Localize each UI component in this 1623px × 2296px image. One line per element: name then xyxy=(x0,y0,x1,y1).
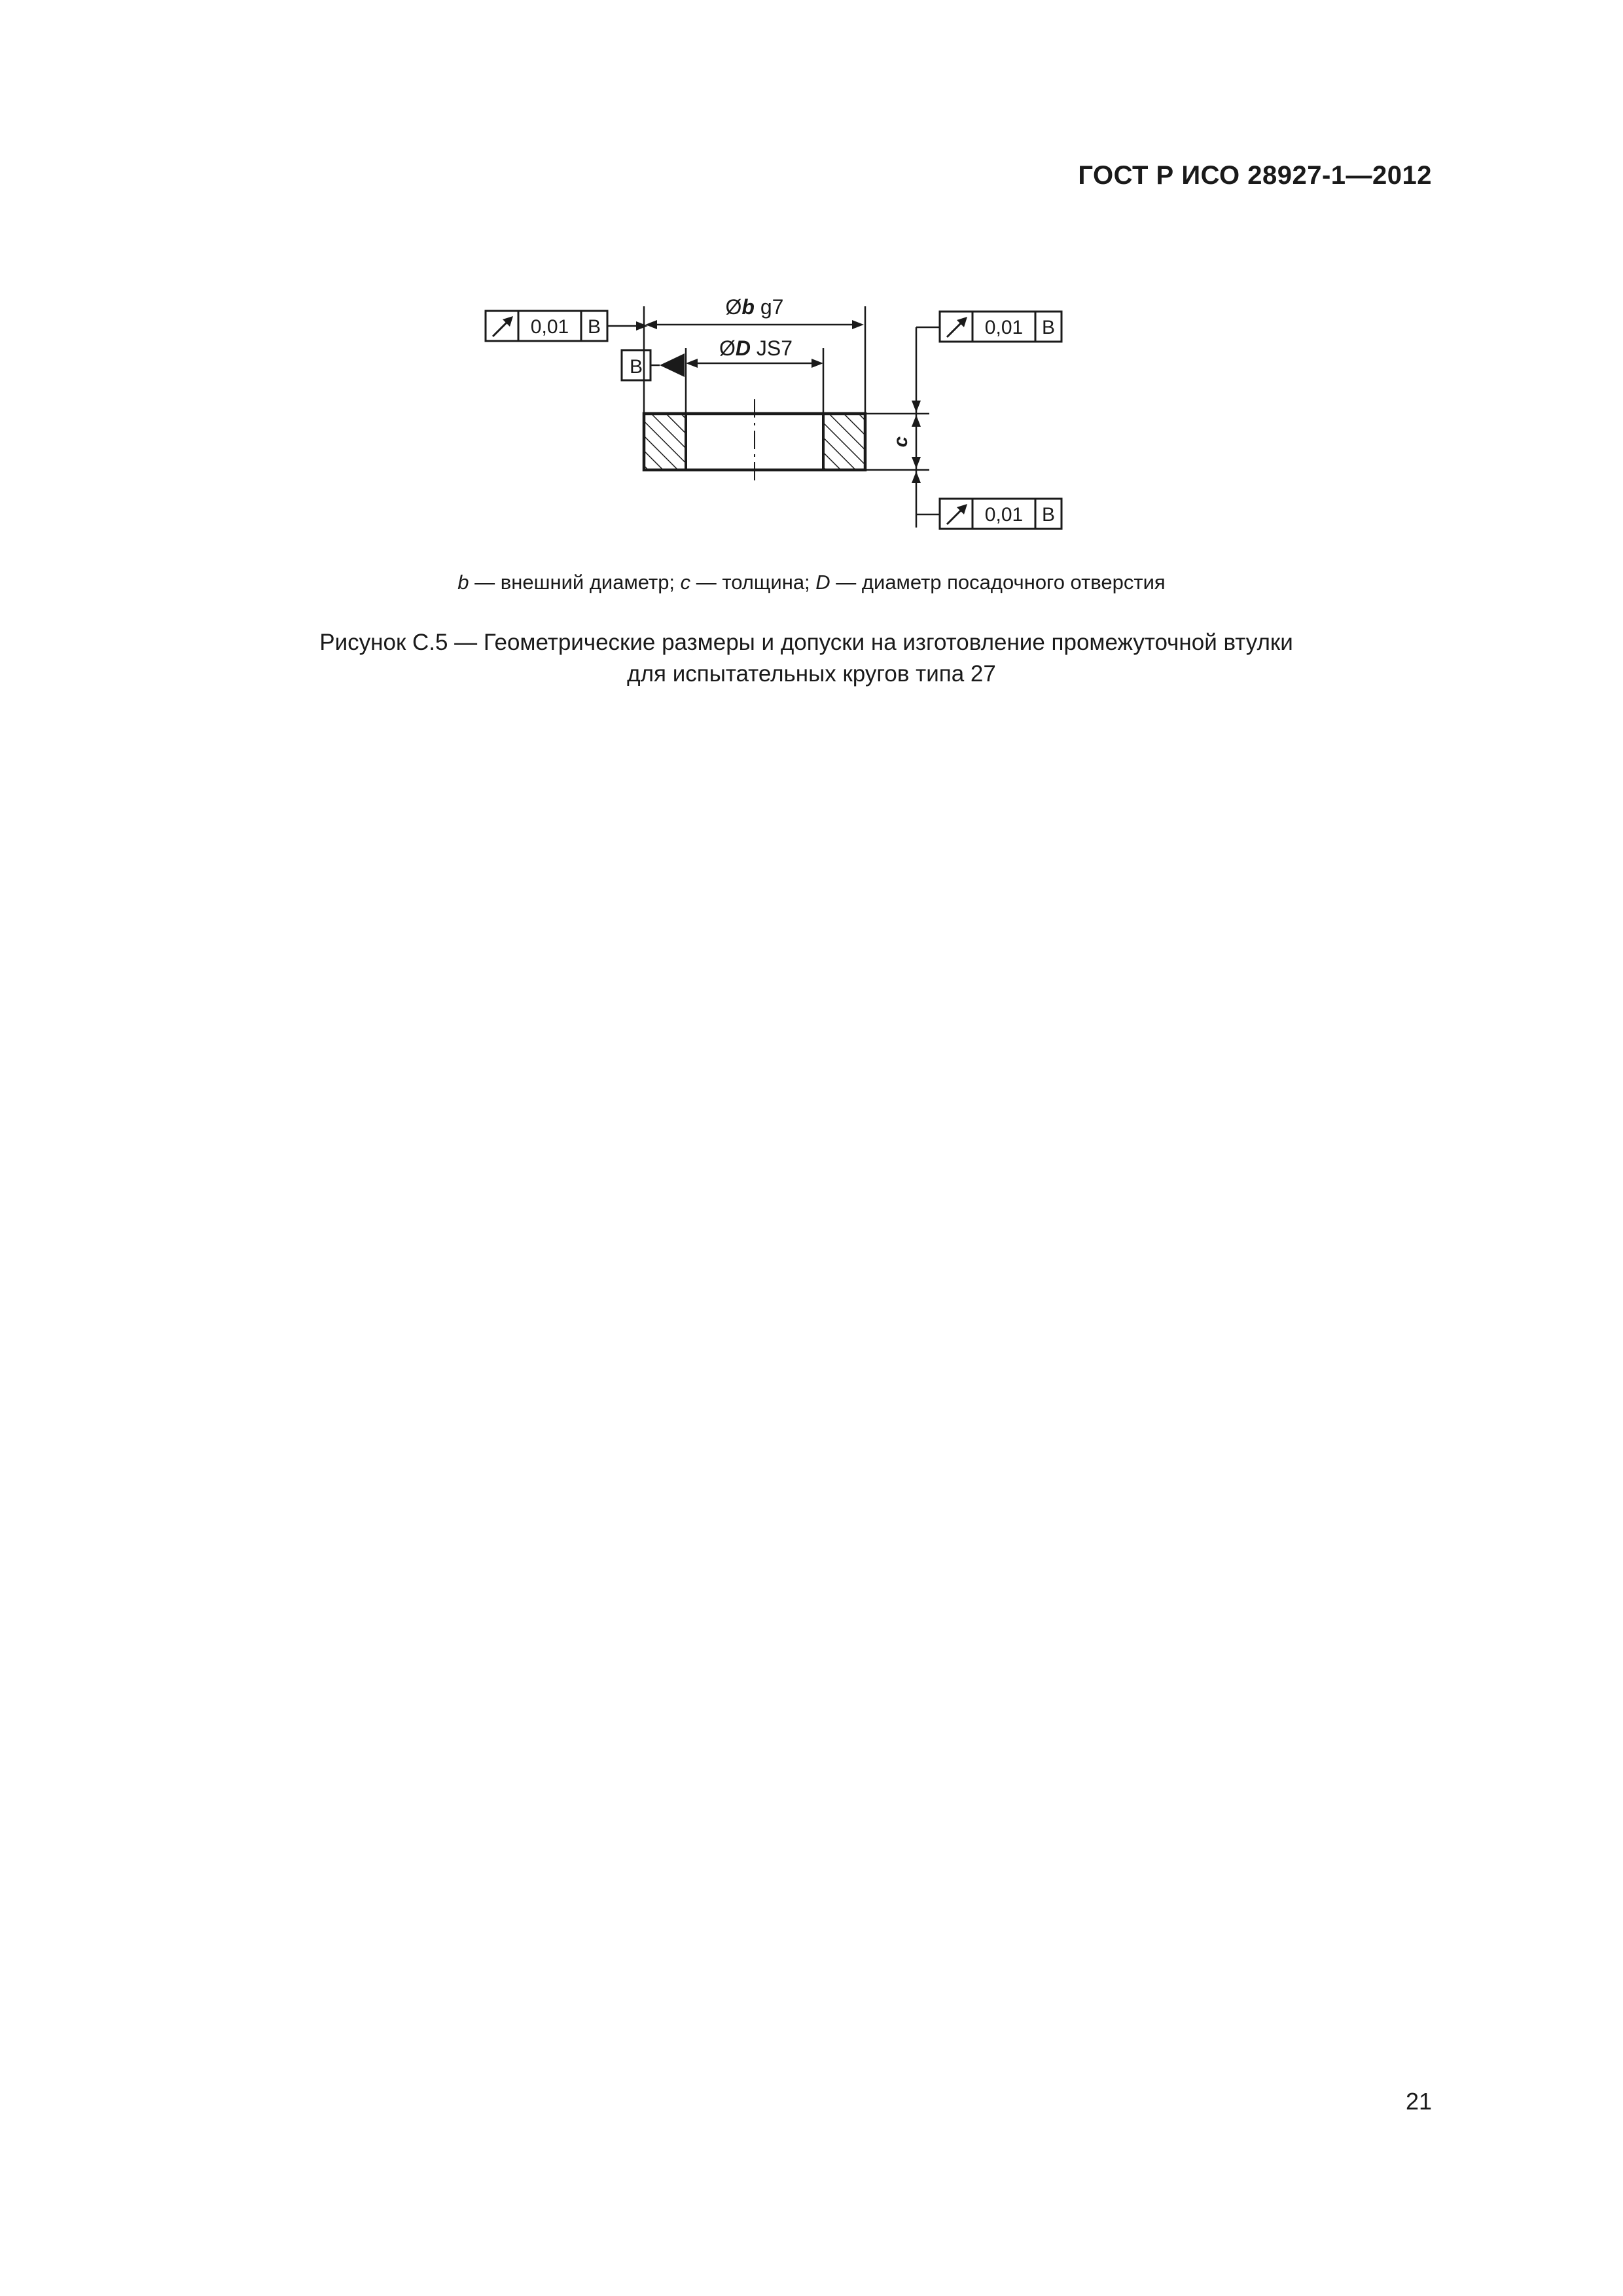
caption-line-2: для испытательных кругов типа 27 xyxy=(627,661,996,687)
datum-b xyxy=(622,350,685,380)
figure-caption xyxy=(0,627,1623,690)
tolerance-frame-bottom-right xyxy=(940,499,1061,529)
tolerance-datum: B xyxy=(587,316,601,338)
datum-label: B xyxy=(629,356,643,378)
tolerance-datum: B xyxy=(1041,504,1056,526)
outer-diameter-label: Øb g7 xyxy=(725,295,784,319)
inner-diameter-label: ØD JS7 xyxy=(719,336,793,360)
tolerance-frame-left xyxy=(486,311,607,341)
bushing-section xyxy=(644,399,865,484)
runout-arrow-icon xyxy=(493,316,513,336)
figure-legend: b — внешний диаметр; c — толщина; D — диаметр посадочного отверстия xyxy=(457,571,1166,594)
document-header: ГОСТ Р ИСО 28927-1—2012 xyxy=(1078,161,1432,190)
page-number: 21 xyxy=(1405,2088,1432,2115)
tolerance-value: 0,01 xyxy=(984,317,1024,338)
tolerance-value: 0,01 xyxy=(984,504,1024,526)
caption-line-1: Рисунок С.5 — Геометрические размеры и допуски на изготовление промежуточной втулки xyxy=(319,630,1293,655)
tolerance-frame-top-right xyxy=(940,312,1061,342)
tolerance-datum: B xyxy=(1041,317,1056,338)
bushing-drawing xyxy=(0,0,1623,589)
runout-arrow-icon xyxy=(947,504,967,524)
thickness-label: c xyxy=(890,436,912,448)
tolerance-value: 0,01 xyxy=(530,316,569,338)
runout-arrow-icon xyxy=(947,317,967,337)
